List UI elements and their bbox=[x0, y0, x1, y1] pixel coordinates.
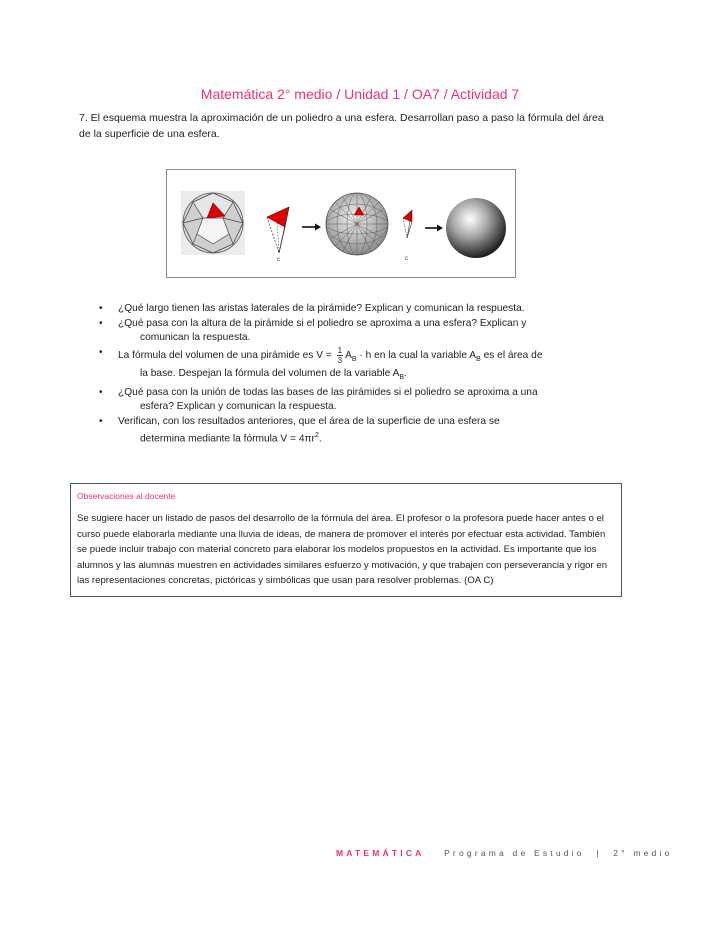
arrow-right-icon bbox=[425, 225, 443, 232]
question-list bbox=[96, 302, 622, 448]
page-title: Matemática 2° medio / Unidad 1 / OA7 / Actividad 7 bbox=[200, 86, 520, 102]
question-3: La fórmula del volumen de una pirámide es V = bbox=[118, 350, 332, 362]
question-2: ¿Qué pasa con la altura de la pirámide si el poliedro se aproxima a una esfera? Explican y bbox=[118, 318, 527, 329]
figure-label-left: c bbox=[277, 257, 280, 263]
page-footer bbox=[336, 848, 673, 858]
list-item bbox=[96, 386, 622, 414]
footer-program: Programa de Estudio bbox=[444, 848, 585, 858]
footer-grade: 2° medio bbox=[613, 848, 673, 858]
polyhedron-icon bbox=[181, 191, 245, 255]
question-2-continued: comunican la respuesta. bbox=[140, 332, 251, 343]
polyhedron-sphere-figure bbox=[166, 169, 516, 278]
footer-separator: | bbox=[596, 848, 602, 858]
pyramid-large-icon bbox=[267, 207, 289, 253]
geodesic-sphere-icon bbox=[326, 193, 388, 255]
figure-drawing bbox=[167, 170, 517, 279]
question-4: ¿Qué pasa con la unión de todas las bases de las pirámides si el poliedro se aproxima a una bbox=[118, 387, 538, 399]
footer-brand: MATEMÁTICA bbox=[336, 848, 425, 858]
figure-label-right: c bbox=[405, 256, 408, 262]
question-5-continued: determina mediante la fórmula $V = 4\pi r^2$. bbox=[140, 432, 322, 445]
fraction-one-third: $\frac{1}{3}$ bbox=[337, 346, 343, 365]
observations-title: Observaciones al docente bbox=[77, 491, 176, 501]
sphere-icon bbox=[445, 185, 513, 273]
question-4-continued: esfera? Explican y comunican la respuesta. bbox=[140, 401, 337, 413]
observations-text: Se sugiere hacer un listado de pasos del desarrollo de la fórmula del área. El profesor o la profesora puede hacer antes o el curso puede elaborarla mediante una lluvia de ideas, de manera de promover el interés por efectuar esta actividad. También se puede incluir trabajo con material concreto para elaborar los modelos propuestos en la actividad. Es importante que los alumnos y las alumnas muestren en actividades similares esfuerzo y motivación, y que trabajen con perseverancia y rigor en las representaciones concretas, pictóricas y simbólicas que usan para resolver problemas. (OA C) bbox=[77, 513, 608, 586]
pyramid-small-icon bbox=[403, 210, 412, 238]
teacher-observations-box bbox=[70, 483, 622, 597]
question-3-continued: la base. Despejan la fórmula del volumen de la variable $A_B$. bbox=[140, 368, 407, 382]
list-item: • La fórmula del volumen de una pirámide es V = $\frac{1}{3}$ $A_B \cdot h$ en la cual la variable $A_B$ es el área de la base. Despejan la fórmula del volumen de la variable $A_B$. bbox=[96, 346, 622, 385]
list-item bbox=[96, 302, 622, 316]
exercise-intro: 7. El esquema muestra la aproximación de un poliedro a una esfera. Desarrollan paso a paso la fórmula del área de la superficie de una esfera. bbox=[79, 112, 604, 140]
list-item bbox=[96, 415, 622, 446]
list-item bbox=[96, 317, 622, 345]
question-1: ¿Qué largo tienen las aristas laterales de la pirámide? Explican y comunican la respuesta. bbox=[118, 303, 525, 314]
arrow-right-icon bbox=[302, 224, 321, 231]
question-5: Verifican, con los resultados anteriores, que el área de la superficie de una esfera se bbox=[118, 416, 500, 428]
